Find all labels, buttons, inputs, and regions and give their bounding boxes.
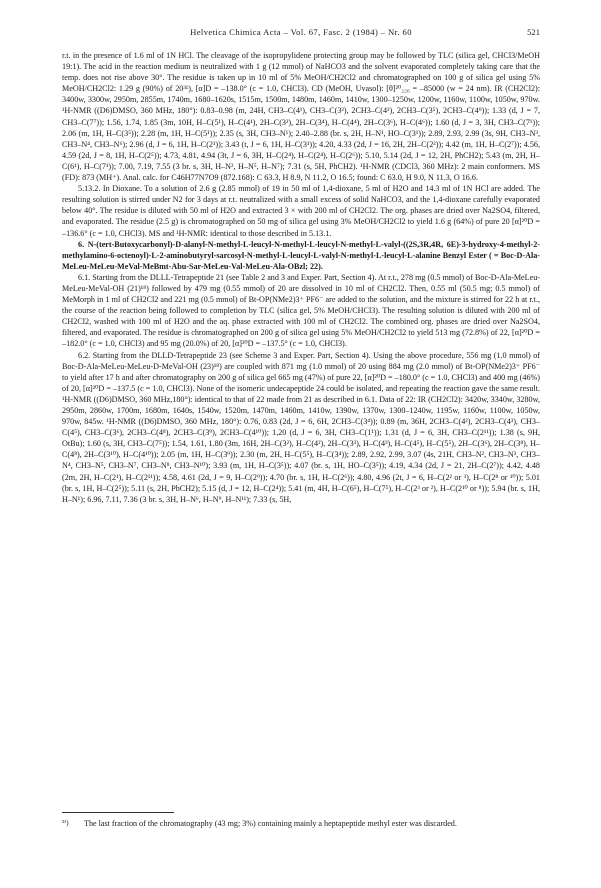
- running-header: [62, 27, 540, 39]
- body-text: [62, 50, 540, 505]
- footnote-marker: ³¹): [62, 819, 69, 827]
- paragraph-6-1: 6.1. Starting from the DLLL-Tetrapeptide 21 (see Table 2 and 3 and Exper. Part, Section 4). At r.t., 278 mg (0.5 mmol) of Boc-D-Ala-MeLeu-MeLeu-MeVal-OH (21)¹⁸) followed by 479 mg (0.55 mmol) of 20 are dissolved in 10 ml of CH2Cl2. Then, 0.55 ml (50.5 mg; 0.5 mmol) of MeMorph in 1 ml of CH2Cl2 and 221 mg (0.5 mmol) of Bt-OP(NMe2)3⁺ PF6⁻ are added to the solution, and the mixture is stirred for 22 h at r.t., the course of the reaction being followed to completion by TLC (silica gel, 5% MeOH/CHCl3). The resulting solution is diluted with 200 ml of CH2Cl2, washed with 100 ml of H2O and the aq. phase extracted with 100 ml of CH2Cl2. The combined org. phases are dried over Na2SO4, filtered, and evaporated. The residue is chromatographed on 200 g of silica gel using 5% MeOH/CH2Cl2 to yield 513 mg (72.8%) of 22, [α]²⁰D = –182.0° (c = 1.0, CHCl3) and 95 mg (20.0%) of 20, [α]²⁰D = –137.5° (c = 1.0, CHCl3).: [62, 272, 540, 349]
- paragraph-20-characterization: r.t. in the presence of 1.6 ml of 1N HCl. The cleavage of the isopropylidene protecting group may be followed by TLC (silica gel, CHCl3/MeOH 19:1). The acid in the reaction medium is neutralized with 1 g (12 mmol) of NaHCO3 and the solvent evaporated completely taking care that the temp. does not rise above 30°. The residue is taken up in 10 ml of 5% MeOH/CH2Cl2 and chromatographed on 100 g of silica gel using 5% MeOH/CH2Cl2: 1.29 g (90%) of 20³¹), [α]D = –138.0° (c = 1.0, CHCl3). CD (MeOH, Uvasol): [θ]²⁰₂₂₆ = –85000 (w = 24 nm). IR (CH2Cl2): 3400w, 3300w, 2950m, 2855m, 1740m, 1680–1620s, 1515m, 1500m, 1480m, 1460m, 1410w, 1300–1250w, 1200w, 1160w, 1100w, 1050w, 970w. ¹H-NMR ((D6)DMSO, 360 MHz, 180°): 0.83–0.98 (m, 24H, CH3–C(4¹), CH3–C(3²), 2CH3–C(4³), 2CH3–C(3⁵), 2CH3–C(4⁹)); 1.33 (d, J = 7, CH3–C(7⁷)); 1.56, 1.74, 1.85 (3m, 10H, H–C(5¹), H–C(4¹), 2H–C(3²), 2H–C(3⁴), H–C(4⁴), 2H–C(3⁶), H–C(4⁶)); 1.60 (d, J = 3, 3H, CH3–C(7¹)); 2.06 (m, 1H, H–C(3⁵)); 2.28 (m, 1H, H–C(5¹)); 2.35 (s, 3H, CH3–N¹); 2.40–2.88 (br. s, 2H, H–N¹, HO–C(3¹)); 2.89, 2.93, 2.99 (3s, 9H, CH3–N³, CH3–N⁴, CH3–N⁶); 2.96 (d, J = 6, 1H, H–C(2¹)); 3.43 (t, J = 6, 1H, H–C(3¹)); 4.20, 4.33 (2d, J = 16, 2H, 2H–C(2²)); 4.42 (m, 1H, H–C(2⁷)); 4.56, 4.59 (2d, J = 8, 1H, H–C(2⁵)); 4.73, 4.81, 4.94 (3t, J = 6, 3H, H–C(2⁴), H–C(2⁴), H–C(2⁶)); 5.10, 5.14 (2d, J = 12, 2H, PhCH2); 5.43 (m, 2H, H–C(6¹), H–C(7¹)); 7.00, 7.19, 7.55 (3 br. s, 3H, H–N², H–N⁵, H–N⁷); 7.31 (s, 5H, PhCH2). ¹H-NMR (CDCl3, 360 MHz): 2 main conformers. MS (FD): 873 (MH⁺). Anal. calc. for C46H77N7O9 (872.168): C 63.3, H 8.9, N 11.2, O 16.5; found: C 63.0, H 9.0, N 11.3, O 16.6.: [62, 51, 540, 183]
- section-heading-6: 6. N-(tert-Butoxycarbonyl)-D-alanyl-N-methyl-L-leucyl-N-methyl-L-leucyl-N-methyl-L-valyl-((2S,3R,4R, 6E)-3-hydroxy-4-methyl-2-methylamino-6-octenoyl)-L-2-aminobutyryl-sarcosyl-N-methyl-L-leucyl-L-valyl-N-methyl-L-leucyl-L-alanine Benzyl Ester ( = Boc-D-Ala-MeLeu-MeLeu-MeVal-MeBmt-Abu-Sar-MeLeu-Val-MeLeu-Ala-OBzl; 22).: [62, 239, 540, 271]
- paragraph-6-2: 6.2. Starting from the DLLD-Tetrapeptide 23 (see Scheme 3 and Exper. Part, Section 4). Using the above procedure, 556 mg (1.0 mmol) of Boc-D-Ala-MeLeu-MeLeu-D-MeVal-OH (23)¹⁸) are coupled with 871 mg (1.0 mmol) of 20 using 884 mg (2.0 mmol) of Bt-OP(NMe2)3⁺ PF6⁻ to yield after 17 h and after chromatography on 200 g of silica gel 665 mg (47%) of pure 22, [α]²⁰D = –180.0° (c = 1.0, CHCl3) and 400 mg (46%) of 20, [α]²⁰D = –137.5 (c = 1.0, CHCl3). None of the isomeric undecapeptide 24 could be isolated, and repeating the reaction gave the same result. ¹H-NMR ((D6)DMSO, 360 MHz,180°): identical to that of 22 made from 21 as described in 6.1. Data of 22: IR (CH2Cl2): 3420w, 3340w, 3280w, 2950m, 2860w, 1700m, 1680m, 1640s, 1540w, 1520m, 1470m, 1460m, 1410w, 1390w, 1370w, 1300–1240w, 1195w, 1160w, 1100w, 1050w, 970w, 845w. ¹H-NMR ((D6)DMSO, 360 MHz, 180°): 0.76, 0.83 (2d, J = 6, 6H, 2CH3–C(3⁴)); 0.89 (m, 36H, 2CH3–C(4²), 2CH3–C(4³), CH3–C(4⁵), CH3–C(3⁶), 2CH3–C(4⁸), 2CH3–C(3⁹), 2CH3–C(4¹⁰)); 1,20 (d, J = 6, 3H, CH3–C(1¹)); 1.31 (d, J = 6, 3H, CH3–C(2¹¹)); 1.38 (s, 9H, OtBu); 1.60 (s, 3H, CH3–C(7⁵)); 1.54, 1.61, 1.80 (3m, 16H, 2H–C(3²), H–C(4²), 2H–C(3³), H–C(4³), H–C(4⁵), H–C(5⁵), 2H–C(3⁶), 2H–C(3⁸), H–C(4⁸), 2H–C(3¹⁰), H–C(4¹⁰)); 2.05 (m, 1H, H–C(3⁹)); 2.30 (m, 2H, H–C(5⁵), H–C(3⁴)); 2.89, 2.92, 2.99, 3.07 (4s, 21H, CH3–N², CH3–N³, CH3–N⁴, CH3–N⁵, CH3–N⁷, CH3–N⁸, CH3–N¹⁰); 3.93 (m, 1H, H–C(3⁵)); 4.07 (br. s, 1H, HO–C(3⁵)); 4.19, 4.34 (2d, J = 21, 2H–C(2⁷)); 4.42, 4.48 (2m, 2H, H–C(2¹), H–C(2¹¹)); 4.58, 4.61 (2d, J = 9, H–C(2⁹)); 4.70 (br. s, 1H, H–C(2⁶)); 4.80, 4.96 (2t, J = 6, H–C(2² or ³), H–C(2⁸ or ¹⁰)); 5.01 (br. s, 1H, H–C(2⁵)); 5.11 (s, 2H, PhCH2); 5.15 (d, J = 12, H–C(2⁴)); 5.41 (m, 4H, H–C(6⁵), H–C(7⁵), H–C(2³ or ²), H–C(2¹⁰ or ⁸)); 5.94 (br. s, 1H, H–N¹); 6.96, 7.11, 7.36 (3 br. s, 3H, H–N⁶, H–N⁹, H–N¹¹); 7.33 (s, 5H,: [62, 350, 540, 504]
- paragraph-5-13-2-dioxane: 5.13.2. In Dioxane. To a solution of 2.6 g (2.85 mmol) of 19 in 50 ml of 1,4-dioxane, 5 ml of H2O and 14.3 ml of 1N HCl are added. The resulting solution is stirred under N2 for 3 days at r.t. neutralized with a small excess of solid NaHCO3, and the 1,4-dioxane carefully evaporated below 40°. The residue is diluted with 50 ml of H2O and extracted 3 × with 200 ml of CH2Cl2. The org. phases are dried over Na2SO4, filtered, and evaporated. The residue (2.5 g) is chromatographed on 50 mg of silica gel using 3% MeOH/CH2Cl2 to yield 1.6 g (64%) of pure 20 [α]²⁰D = –136.6° (c = 1.0, CHCl3). MS and ¹H-NMR: identical to those described in 5.13.1.: [62, 184, 540, 238]
- footnote-text: The last fraction of the chromatography (43 mg; 3%) containing mainly a heptapeptide methyl ester was discarded.: [84, 819, 457, 828]
- footnote-31: [62, 818, 540, 829]
- page-number: 521: [527, 27, 540, 37]
- journal-title: Helvetica Chimica Acta – Vol. 67, Fasc. 2 (1984) – Nr. 60: [190, 27, 412, 37]
- footnote-divider: [62, 812, 174, 813]
